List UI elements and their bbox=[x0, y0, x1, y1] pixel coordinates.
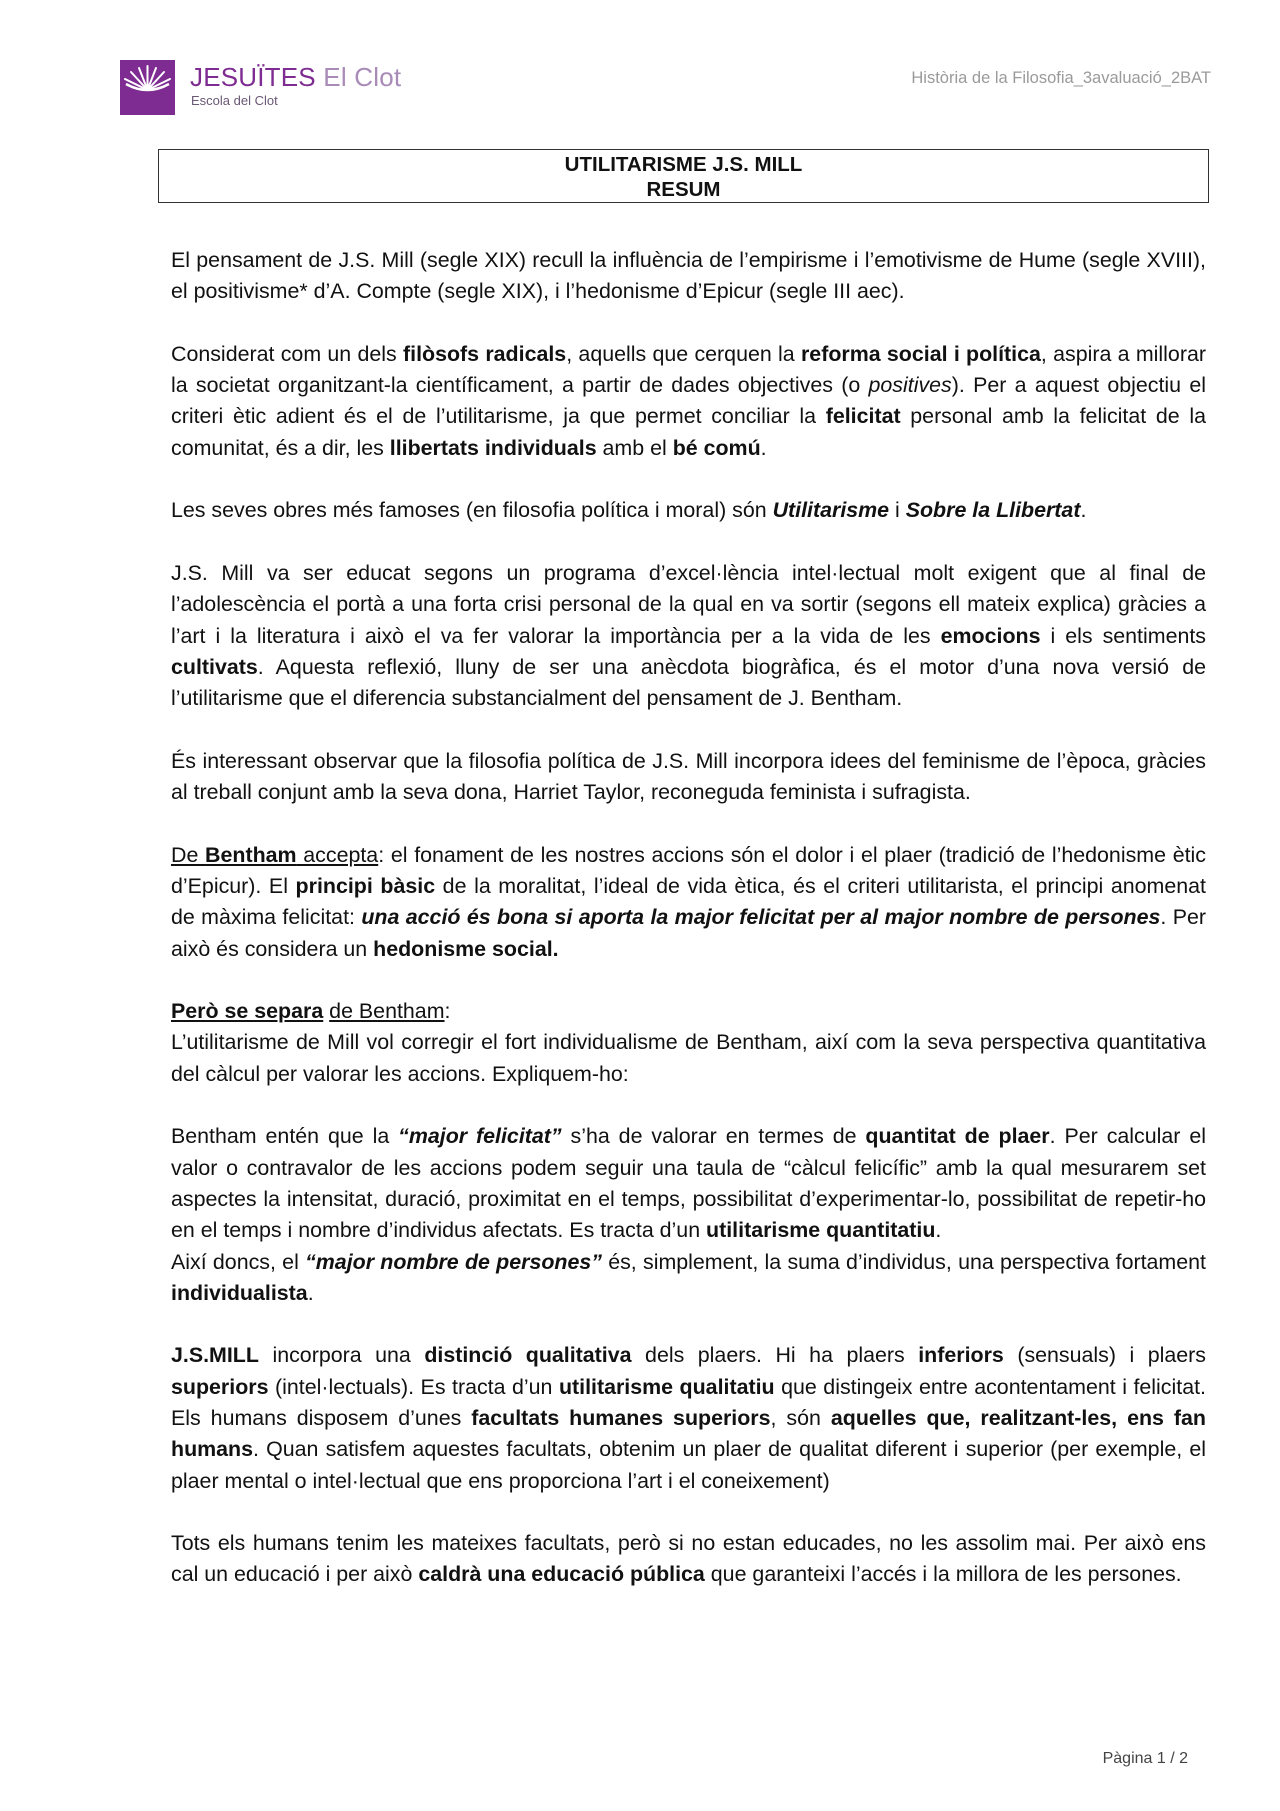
paragraph-quantitative: Bentham entén que la “major felicitat” s’ha de valorar en termes de quantitat de plaer. Per calcular el valor o contravalor de les accions podem seguir una taula de “càlcul felicífic” amb la qual mesurarem set aspectes la intensitat, duració, proximitat en el temps, possibilitat d’experimentar-lo, possibilitat de repetir-ho en el temps i nombre d’individus afectats. Es tracta d’un utilitarisme quantitatiu. bbox=[171, 1124, 1206, 1243]
document-title: UTILITARISME J.S. MILL bbox=[564, 153, 803, 176]
paragraph-individualist: Així doncs, el “major nombre de persones” és, simplement, la suma d’individus, una perspectiva fortament individualista. bbox=[171, 1249, 1206, 1305]
paragraph-works: Les seves obres més famoses (en filosofia política i moral) són Utilitarisme i Sobre la Llibertat. bbox=[171, 498, 1087, 523]
paragraph-bentham-separates: Però se separa de Bentham: L’utilitarisme de Mill vol corregir el fort individualisme de Bentham, així com la seva perspectiva quantitativa del càlcul per valorar les accions. Expliquem-ho: bbox=[171, 999, 1206, 1086]
paragraph-qualitative: J.S.MILL incorpora una distinció qualitativa dels plaers. Hi ha plaers inferiors (sensuals) i plaers superiors (intel·lectuals). Es tracta d’un utilitarisme qualitatiu que distingeix entre acontentament i felicitat. Els humans disposem d’unes facultats humanes superiors, són aquelles que, realitzant-les, ens fan humans. Quan satisfem aquestes facultats, obtenim un plaer de qualitat diferent i superior (per exemple, el plaer mental o intel·lectual que ens proporciona l’art i el coneixement) bbox=[171, 1343, 1206, 1493]
course-label: Història de la Filosofia_3avaluació_2BAT bbox=[911, 69, 1211, 87]
paragraph-radicals: Considerat com un dels filòsofs radicals, aquells que cerquen la reforma social i política, aspira a millorar la societat organitzant-la científicament, a partir de dades objectives (o positives). Per a aquest objectiu el criteri ètic adient és el de l’utilitarisme, ja que permet conciliar la felicitat personal amb la felicitat de la comunitat, és a dir, les llibertats individuals amb el bé comú. bbox=[171, 341, 1206, 460]
document-body bbox=[171, 245, 1206, 1622]
paragraph-influences: El pensament de J.S. Mill (segle XIX) recull la influència de l’empirisme i l’emotivisme de Hume (segle XVIII), el positivisme* d’A. Compte (segle XIX), i l’hedonisme d’Epicur (segle III aec). bbox=[171, 248, 1206, 304]
paragraph-bentham-accepts: De Bentham accepta: el fonament de les nostres accions són el dolor i el plaer (tradició de l’hedonisme ètic d’Epicur). El principi bàsic de la moralitat, l’ideal de vida ètica, és el criteri utilitarista, el principi anomenat de màxima felicitat: una acció és bona si aporta la major felicitat per al major nombre de persones. Per això és considera un hedonisme social. bbox=[171, 842, 1206, 961]
logo-subtitle: Escola del Clot bbox=[191, 93, 278, 108]
page-number: Pàgina 1 / 2 bbox=[1102, 1750, 1188, 1767]
paragraph-feminism: És interessant observar que la filosofia política de J.S. Mill incorpora idees del feminisme de l’època, gràcies al treball conjunt amb la seva dona, Harriet Taylor, reconeguda feminista i sufragista. bbox=[171, 748, 1206, 805]
document-title-box bbox=[158, 149, 1209, 203]
paragraph-public-education: Tots els humans tenim les mateixes facultats, però si no estan educades, no les assolim mai. Per això ens cal un educació i per això caldrà una educació pública que garanteixi l’accés i la millora de les persones. bbox=[171, 1531, 1206, 1587]
sunburst-logo-icon bbox=[120, 60, 175, 115]
school-logo bbox=[120, 60, 402, 118]
document-subtitle: RESUM bbox=[646, 178, 721, 201]
logo-title: JESUÏTES El Clot bbox=[190, 62, 402, 92]
paragraph-education: J.S. Mill va ser educat segons un programa d’excel·lència intel·lectual molt exigent que al final de l’adolescència el portà a una forta crisi personal de la qual en va sortir (segons ell mateix explica) gràcies a l’art i la literatura i això el va fer valorar la importància per a la vida de les emocions i els sentiments cultivats. Aquesta reflexió, lluny de ser una anècdota biogràfica, és el motor d’una nova versió de l’utilitarisme que el diferencia substancialment del pensament de J. Bentham. bbox=[171, 560, 1206, 711]
